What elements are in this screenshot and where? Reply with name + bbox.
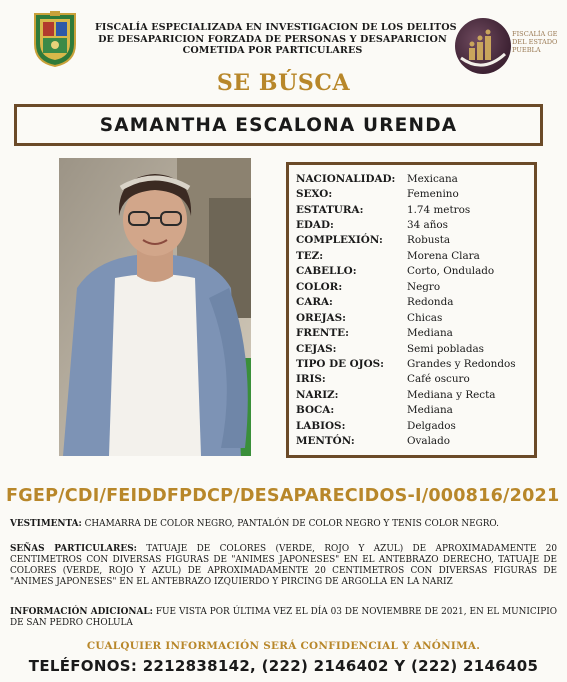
- senas-label: SEÑAS PARTICULARES:: [10, 544, 137, 554]
- phone-numbers: TELÉFONOS: 2212838142, (222) 2146402 Y (222) 2146405: [28, 657, 539, 675]
- description-value: Mexicana: [407, 172, 458, 185]
- agency-name: [95, 22, 457, 57]
- description-label: ESTATURA:: [296, 203, 364, 216]
- logo-line: DEL ESTADO: [512, 38, 558, 46]
- description-row: [289, 264, 534, 279]
- description-value: Femenino: [407, 188, 459, 201]
- info-text: FUE VISTA POR ÚLTIMA VEZ EL DÍA 03 DE NOVIEMBRE DE 2021, EN EL MUNICIPIO DE SAN PEDRO CHOLULA: [10, 607, 557, 628]
- description-label: NACIONALIDAD:: [296, 172, 396, 185]
- description-label: COLOR:: [296, 280, 343, 293]
- description-value: 34 años: [407, 219, 448, 232]
- description-label: CARA:: [296, 296, 333, 309]
- description-label: EDAD:: [296, 219, 334, 232]
- description-value: Ovalado: [407, 435, 451, 448]
- description-value: Robusta: [407, 234, 451, 247]
- description-row: [289, 186, 534, 201]
- vestimenta-label: VESTIMENTA:: [10, 519, 82, 529]
- description-label: SEXO:: [296, 188, 333, 201]
- description-value: Mediana: [407, 327, 453, 340]
- description-label: OREJAS:: [296, 311, 346, 324]
- description-table: [286, 162, 537, 458]
- state-crest-icon: [32, 10, 78, 68]
- description-label: FRENTE:: [296, 327, 349, 340]
- description-label: COMPLEXIÓN:: [296, 234, 383, 247]
- description-row: [289, 403, 534, 418]
- description-row: [289, 372, 534, 387]
- description-value: Negro: [407, 280, 441, 293]
- description-row: [289, 217, 534, 232]
- agency-line: FISCALÍA ESPECIALIZADA EN INVESTIGACION DE LOS DELITOS: [95, 22, 457, 33]
- description-label: NARIZ:: [296, 388, 339, 401]
- info-paragraph: [10, 607, 557, 629]
- senas-paragraph: [10, 544, 557, 588]
- vestimenta-paragraph: [10, 519, 557, 530]
- description-row: [289, 387, 534, 402]
- description-value: Chicas: [407, 311, 443, 324]
- description-value: Redonda: [407, 296, 454, 309]
- description-row: [289, 325, 534, 340]
- description-row: [289, 418, 534, 433]
- description-value: Café oscuro: [407, 373, 470, 386]
- description-value: Semi pobladas: [407, 342, 485, 355]
- vestimenta-text: CHAMARRA DE COLOR NEGRO, PANTALÓN DE COLOR NEGRO Y TENIS COLOR NEGRO.: [84, 519, 500, 529]
- description-value: Grandes y Redondos: [407, 357, 516, 370]
- description-row: [289, 279, 534, 294]
- description-value: Corto, Ondulado: [407, 265, 495, 278]
- description-row: [289, 248, 534, 263]
- confidential-notice: CUALQUIER INFORMACIÓN SERÁ CONFIDENCIAL Y ANÓNIMA.: [86, 640, 481, 652]
- case-number: FGEP/CDI/FEIDDFPDCP/DESAPARECIDOS-I/000816/2021: [6, 486, 560, 506]
- description-row: [289, 356, 534, 371]
- description-label: LABIOS:: [296, 419, 346, 432]
- description-value: Morena Clara: [407, 249, 480, 262]
- description-row: [289, 341, 534, 356]
- agency-line: DE DESAPARICION FORZADA DE PERSONAS Y DESAPARICION: [98, 33, 447, 45]
- description-row: [289, 310, 534, 325]
- description-label: MENTÓN:: [296, 435, 355, 448]
- description-value: Mediana y Recta: [407, 388, 496, 401]
- description-label: CEJAS:: [296, 342, 337, 355]
- logo-line: FISCALÍA GE: [512, 30, 558, 38]
- fiscalia-logo-icon: [455, 18, 511, 74]
- logo-line: PUEBLA: [512, 46, 541, 54]
- description-label: CABELLO:: [296, 265, 357, 278]
- description-label: BOCA:: [296, 404, 335, 417]
- agency-line: COMETIDA POR PARTICULARES: [182, 45, 363, 57]
- description-value: Mediana: [407, 404, 453, 417]
- description-value: Delgados: [407, 419, 456, 432]
- description-row: [289, 202, 534, 217]
- info-label: INFORMACIÓN ADICIONAL:: [10, 607, 153, 617]
- poster-title: SE BÚSCA: [216, 70, 351, 96]
- description-label: IRIS:: [296, 373, 326, 386]
- description-label: TIPO DE OJOS:: [296, 357, 384, 370]
- senas-text: TATUAJE DE COLORES (VERDE, ROJO Y AZUL) DE APROXIMADAMENTE 20 CENTIMETROS CON DIVERSAS FIGURAS DE "ANIMES JAPONESES" EN EL ANTEBRAZO DERECHO, TATUAJE DE COLORES (VERDE, ROJO Y AZUL) DE APROXIMADAMENTE 20 CENTIMETROS CON DIVERSAS FIGURAS DE "ANIMES JAPONESES" EN EL ANTEBRAZO IZQUIERDO Y PIRCING DE ARGOLLA EN LA NARIZ: [10, 544, 557, 587]
- person-name-box: [14, 104, 543, 146]
- description-value: 1.74 metros: [407, 203, 471, 216]
- description-label: TEZ:: [296, 249, 324, 262]
- person-name: SAMANTHA ESCALONA URENDA: [99, 114, 458, 136]
- person-photo: [59, 158, 251, 456]
- description-row: [289, 433, 534, 448]
- description-row: [289, 233, 534, 248]
- description-row: [289, 295, 534, 310]
- fiscalia-logo-text: [512, 30, 567, 54]
- description-row: [289, 171, 534, 186]
